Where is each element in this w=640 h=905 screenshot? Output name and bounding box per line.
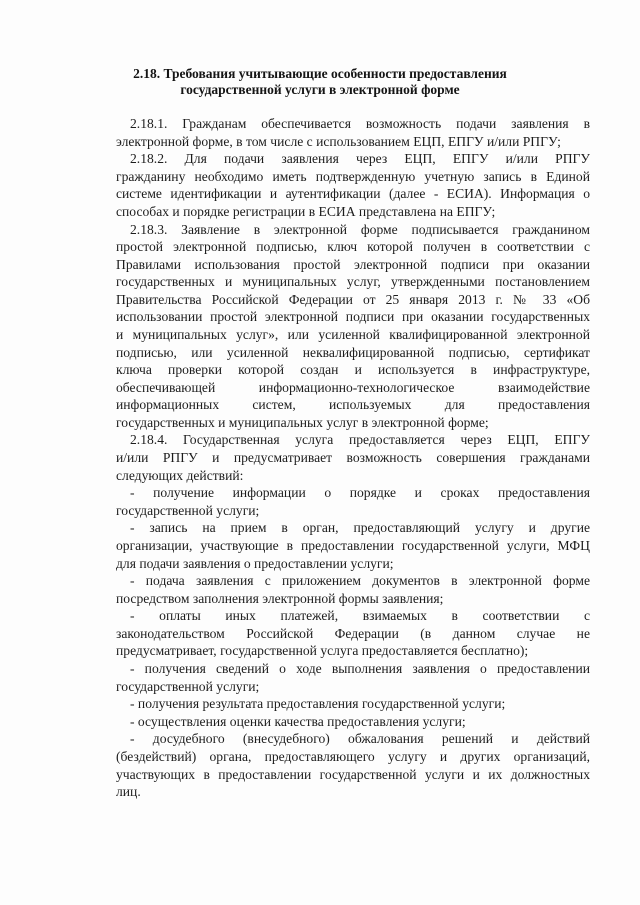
- paragraph-line: государственной услуги;: [116, 678, 260, 694]
- paragraph-line: Правилами использования простой электронной подписи при оказании: [116, 256, 590, 272]
- paragraph-line: системе идентификации и аутентификации (далее - ЕСИА). Информация о: [116, 186, 590, 202]
- paragraph-line: участвующих в предоставлении государственной услуги и их должностных: [116, 766, 590, 782]
- paragraph-line: - досудебного (внесудебного) обжалования решений и действий: [130, 731, 590, 747]
- paragraph-line: - получения результата предоставления государственной услуги;: [130, 696, 506, 712]
- paragraph-line: для подачи заявления о предоставлении услуги;: [116, 555, 394, 571]
- paragraph-line: следующих действий:: [116, 467, 244, 483]
- paragraph-line: электронной форме, в том числе с использованием ЕЦП, ЕПГУ и/или РПГУ;: [116, 133, 561, 149]
- paragraph-line: 2.18.1. Гражданам обеспечивается возможность подачи заявления в: [130, 116, 590, 131]
- paragraph-line: - подача заявления с приложением документов в электронной форме: [130, 573, 590, 589]
- paragraph-line: государственной услуги;: [116, 502, 260, 518]
- paragraph-line: ключа проверки которой создан и используется в инфраструктуре,: [116, 362, 590, 378]
- paragraph-line: законодательством Российской Федерации (в данном случае не: [116, 625, 590, 641]
- paragraph-line: государственных и муниципальных услуг, утвержденными постановлением: [116, 274, 590, 290]
- paragraph-line: и муниципальных услуг», или усиленной квалифицированной электронной: [116, 327, 590, 342]
- paragraph-line: - осуществления оценки качества предоставления услуги;: [130, 713, 466, 729]
- section-heading-line-1: 2.18. Требования учитывающие особенности предоставления: [133, 66, 507, 81]
- paragraph-line: 2.18.2. Для подачи заявления через ЕЦП, ЕПГУ и/или РПГУ: [130, 151, 590, 167]
- paragraph-line: информационных систем, используемых для предоставления: [116, 397, 590, 413]
- paragraph-line: посредством заполнения электронной формы заявления;: [116, 590, 444, 606]
- paragraph-line: гражданину необходимо иметь подтвержденную учетную запись в Единой: [116, 168, 590, 184]
- paragraph-line: - оплаты иных платежей, взимаемых в соответствии с: [130, 608, 590, 624]
- paragraph-line: использовании простой электронной подписи при оказании государственных: [116, 309, 590, 325]
- paragraph-line: простой электронной подписью, ключ которой получен в соответствии с: [116, 239, 590, 255]
- paragraph-line: - запись на прием в орган, предоставляющий услугу и другие: [130, 520, 590, 536]
- paragraph-line: - получения сведений о ходе выполнения заявления о предоставлении: [130, 661, 590, 676]
- paragraph-line: - получение информации о порядке и сроках предоставления: [130, 485, 590, 501]
- paragraph-line: подписью, или усиленной неквалифицированной подписью, сертификат: [116, 344, 590, 360]
- paragraph-line: 2.18.3. Заявление в электронной форме подписывается гражданином: [130, 221, 590, 237]
- paragraph-line: обеспечивающей информационно-технологическое взаимодействие: [116, 379, 590, 395]
- paragraph-line: и/или РПГУ и предусматривает возможность совершения гражданами: [116, 450, 590, 465]
- paragraph-line: Правительства Российской Федерации от 25 января 2013 г. № 33 «Об: [116, 291, 590, 307]
- paragraph-line: (бездействий) органа, предоставляющего услугу и других организаций,: [116, 748, 590, 764]
- paragraph-line: лиц.: [116, 784, 141, 799]
- paragraph-line: способах и порядке регистрации в ЕСИА представлена на ЕПГУ;: [116, 203, 496, 219]
- paragraph-line: 2.18.4. Государственная услуга предоставляется через ЕЦП, ЕПГУ: [130, 432, 590, 448]
- paragraph-line: предусматривает, государственной услуга предоставляется бесплатно);: [116, 643, 529, 659]
- paragraph-line: государственных и муниципальных услуг в электронной форме;: [116, 414, 489, 430]
- section-heading-line-2: государственной услуги в электронной форме: [180, 82, 460, 97]
- paragraph-line: организации, участвующие в предоставлении государственной услуги, МФЦ: [116, 537, 590, 553]
